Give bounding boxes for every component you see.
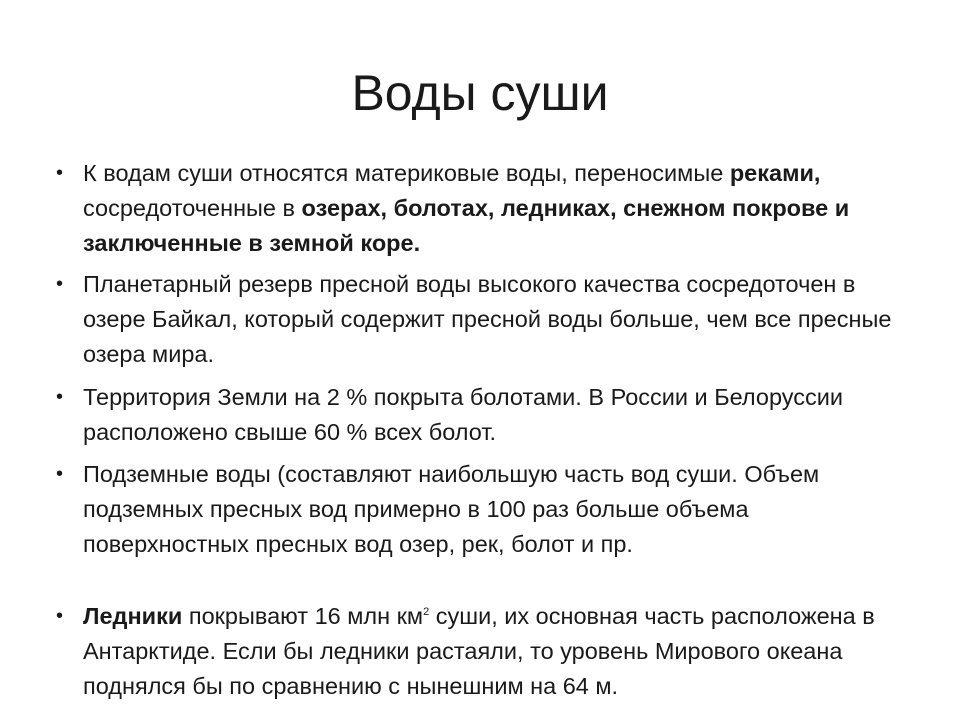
- bullet-item: [56, 599, 916, 704]
- bullet-text-part: К водам суши относятся материковые воды, переносимые: [83, 160, 730, 186]
- bullet-bold-part: озерах, болотах, ледниках, снежном покрове и заключенные в земной коре.: [83, 195, 850, 256]
- bullet-text-part: сосредоточенные в: [83, 195, 302, 221]
- bullet-item: [56, 156, 916, 261]
- bullet-text: Территория Земли на 2 % покрыта болотами. В России и Белоруссии расположено свыше 60 % всех болот.: [83, 384, 844, 445]
- bullet-bold-part: реками,: [729, 160, 821, 186]
- bullet-marker-icon: •: [56, 162, 64, 184]
- bullet-list: [56, 156, 916, 704]
- bullet-text: [83, 160, 849, 256]
- bullet-marker-icon: •: [56, 463, 64, 485]
- slide-title: Воды суши: [351, 65, 609, 121]
- bullet-item: [56, 457, 916, 562]
- bullet-text-part: покрывают 16 млн км: [182, 603, 424, 629]
- bullet-bold-part: Ледники: [83, 603, 183, 629]
- bullet-text: Подземные воды (составляют наибольшую часть вод суши. Объем подземных пресных вод примерно в 100 раз больше объема поверхностных пресных вод озер, рек, болот и пр.: [83, 461, 820, 557]
- bullet-text: [83, 603, 875, 699]
- bullet-marker-icon: •: [56, 273, 64, 295]
- bullet-item: [56, 380, 916, 450]
- superscript: 2: [423, 606, 430, 618]
- bullet-item: [56, 267, 916, 372]
- bullet-text-part: суши, их основная часть расположена в Антарктиде. Если бы ледники растаяли, то уровень Мирового океана поднялся бы по сравнению с нынешним на 64 м.: [83, 603, 875, 699]
- bullet-text: Планетарный резерв пресной воды высокого качества сосредоточен в озере Байкал, который содержит пресной воды больше, чем все пресные озера мира.: [83, 271, 892, 367]
- bullet-marker-icon: •: [56, 605, 64, 627]
- bullet-marker-icon: •: [56, 386, 64, 408]
